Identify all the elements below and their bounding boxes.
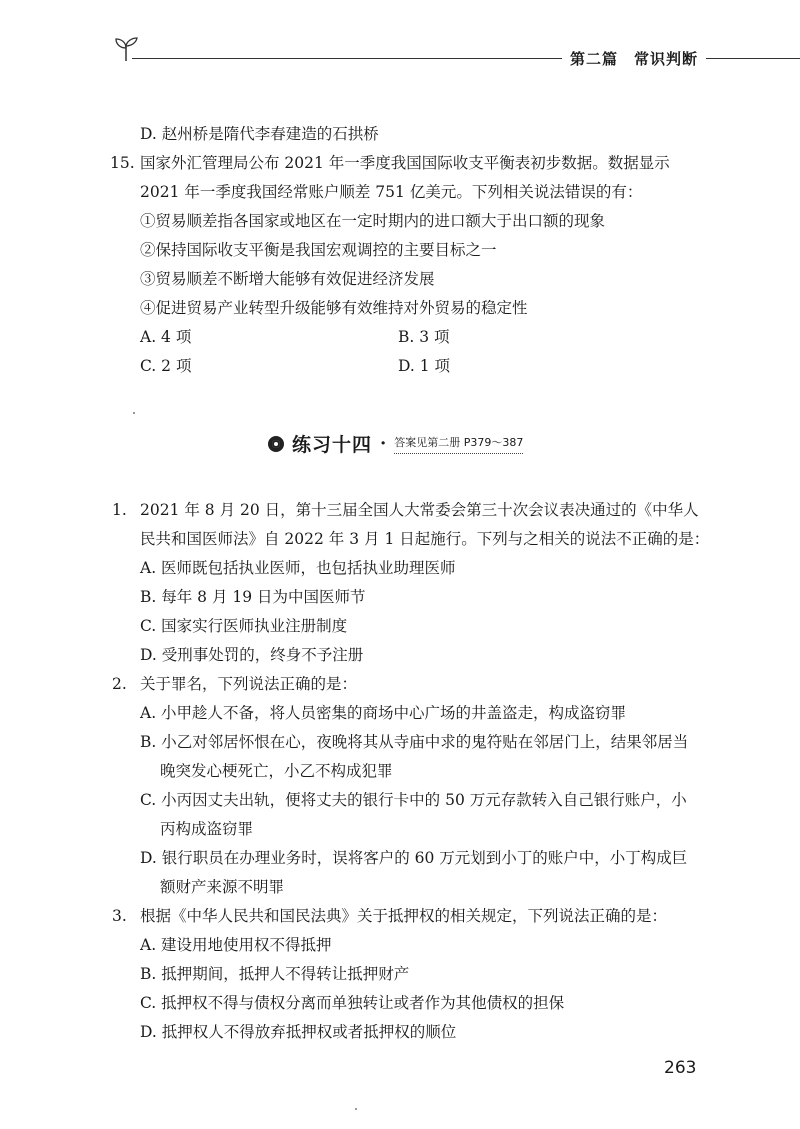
question-15-statement: ①贸易顺差指各国家或地区在一定时期内的进口额大于出口额的现象 bbox=[140, 212, 606, 230]
question-1-option-c: C. 国家实行医师执业注册制度 bbox=[140, 617, 348, 635]
scan-speck bbox=[133, 412, 135, 414]
section-dot: · bbox=[380, 433, 387, 454]
question-15-option-c: C. 2 项 bbox=[140, 357, 192, 375]
header-rule-left bbox=[132, 58, 562, 59]
question-3-stem: 根据《中华人民共和国民法典》关于抵押权的相关规定，下列说法正确的是： bbox=[140, 907, 668, 925]
question-2-number: 2. bbox=[112, 675, 127, 693]
question-3-option-c: C. 抵押权不得与债权分离而单独转让或者作为其他债权的担保 bbox=[140, 994, 565, 1012]
question-1-number: 1. bbox=[112, 501, 127, 519]
scan-speck bbox=[355, 1108, 357, 1110]
section-title bbox=[268, 430, 523, 457]
question-15-option-b: B. 3 项 bbox=[398, 328, 450, 346]
question-2-option-d: 额财产来源不明罪 bbox=[160, 878, 285, 896]
question-1-stem: 2021 年 8 月 20 日，第十三届全国人大常委会第三十次会议表决通过的《中华人 bbox=[140, 501, 699, 519]
question-3-option-a: A. 建设用地使用权不得抵押 bbox=[140, 936, 332, 954]
header-rule-right bbox=[706, 58, 800, 59]
question-1-option-b: B. 每年 8 月 19 日为中国医师节 bbox=[140, 588, 366, 606]
section-name: 练习十四 bbox=[292, 434, 373, 456]
question-15-statement: ③贸易顺差不断增大能够有效促进经济发展 bbox=[140, 270, 435, 288]
question-15-option-d: D. 1 项 bbox=[398, 357, 451, 375]
question-15-statement: ②保持国际收支平衡是我国宏观调控的主要目标之一 bbox=[140, 241, 497, 259]
question-2-option-d: D. 银行职员在办理业务时，误将客户的 60 万元划到小丁的账户中，小丁构成巨 bbox=[140, 849, 688, 867]
question-3-option-d: D. 抵押权人不得放弃抵押权或者抵押权的顺位 bbox=[140, 1023, 457, 1041]
header-title: 第二篇 常识判断 bbox=[566, 48, 702, 69]
question-2-option-c: C. 小丙因丈夫出轨，便将丈夫的银行卡中的 50 万元存款转入自己银行账户，小 bbox=[140, 791, 687, 809]
prev-question-option-d: D. 赵州桥是隋代李春建造的石拱桥 bbox=[140, 125, 379, 143]
question-1-option-a: A. 医师既包括执业医师，也包括执业助理医师 bbox=[140, 559, 456, 577]
question-3-option-b: B. 抵押期间，抵押人不得转让抵押财产 bbox=[140, 965, 410, 983]
answer-reference: 答案见第二册 P379～387 bbox=[394, 434, 523, 454]
question-2-option-a: A. 小甲趁人不备，将人员密集的商场中心广场的井盖盗走，构成盗窃罪 bbox=[140, 704, 627, 722]
question-3-number: 3. bbox=[112, 907, 127, 925]
question-15-stem: 国家外汇管理局公布 2021 年一季度我国国际收支平衡表初步数据。数据显示 bbox=[140, 154, 670, 172]
question-2-option-b: 晚突发心梗死亡，小乙不构成犯罪 bbox=[160, 762, 393, 780]
question-2-option-c: 丙构成盗窃罪 bbox=[160, 820, 254, 838]
page-number: 263 bbox=[664, 1058, 697, 1078]
question-2-option-b: B. 小乙对邻居怀恨在心，夜晚将其从寺庙中求的鬼符贴在邻居门上，结果邻居当 bbox=[140, 733, 689, 751]
question-15-option-a: A. 4 项 bbox=[140, 328, 192, 346]
question-1-stem: 民共和国医师法》自 2022 年 3 月 1 日起施行。下列与之相关的说法不正确的是： bbox=[140, 530, 710, 548]
section-badge-icon bbox=[268, 436, 284, 452]
question-15-stem: 2021 年一季度我国经常账户顺差 751 亿美元。下列相关说法错误的有： bbox=[140, 183, 643, 201]
question-2-stem: 关于罪名，下列说法正确的是： bbox=[140, 675, 358, 693]
question-15-statement: ④促进贸易产业转型升级能够有效维持对外贸易的稳定性 bbox=[140, 299, 528, 317]
question-1-option-d: D. 受刑事处罚的，终身不予注册 bbox=[140, 646, 364, 664]
question-15-number: 15. bbox=[110, 154, 135, 172]
